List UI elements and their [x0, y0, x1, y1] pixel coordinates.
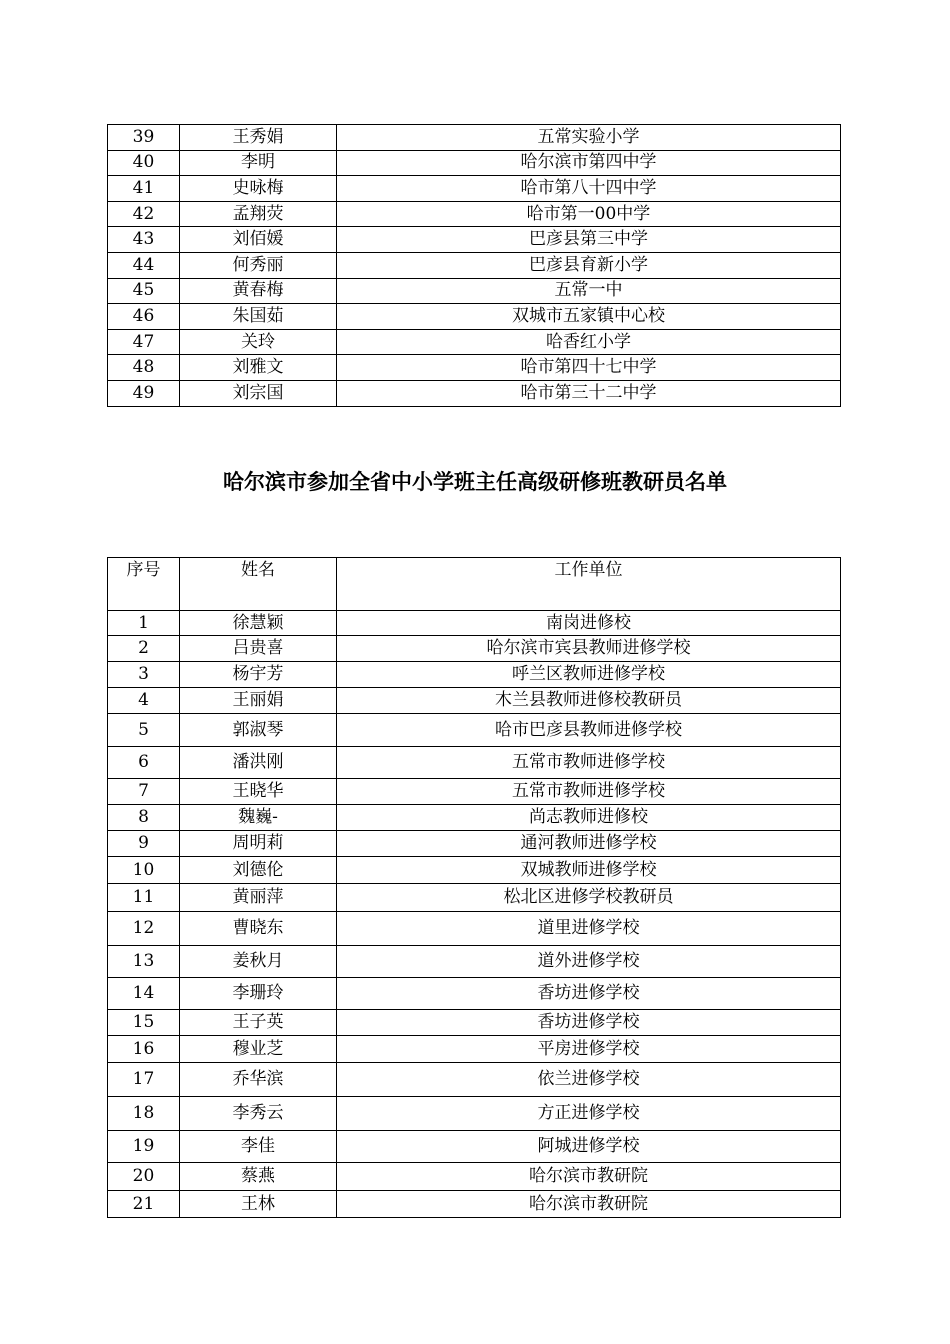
row-name-cell: 吕贵喜 [180, 636, 337, 662]
row-workplace-cell: 香坊进修学校 [337, 1010, 841, 1036]
table-row [108, 1010, 841, 1036]
section-title: 哈尔滨市参加全省中小学班主任高级研修班教研员名单 [223, 470, 727, 494]
row-index-cell: 41 [108, 176, 180, 202]
row-name-cell: 王晓华 [180, 779, 337, 805]
row-workplace-cell: 双城市五家镇中心校 [337, 304, 841, 330]
table-header-row [108, 558, 841, 611]
row-name-cell: 关玲 [180, 329, 337, 355]
row-index-cell: 46 [108, 304, 180, 330]
row-workplace-cell: 尚志教师进修校 [337, 805, 841, 831]
row-name-cell: 李明 [180, 150, 337, 176]
row-workplace-cell: 通河教师进修学校 [337, 831, 841, 857]
row-name-cell: 李佳 [180, 1131, 337, 1163]
row-workplace-cell: 哈市第四十七中学 [337, 355, 841, 381]
row-name-cell: 孟翔荧 [180, 201, 337, 227]
row-name-cell: 黄丽萍 [180, 884, 337, 912]
table-row [108, 714, 841, 747]
row-workplace-cell: 依兰进修学校 [337, 1063, 841, 1097]
row-name-cell: 穆业芝 [180, 1036, 337, 1063]
row-workplace-cell: 阿城进修学校 [337, 1131, 841, 1163]
row-name-cell: 史咏梅 [180, 176, 337, 202]
row-workplace-cell: 哈市第八十四中学 [337, 176, 841, 202]
row-workplace-cell: 五常市教师进修学校 [337, 779, 841, 805]
row-name-cell: 刘佰媛 [180, 227, 337, 253]
row-index-cell: 11 [108, 884, 180, 912]
row-index-cell: 16 [108, 1036, 180, 1063]
row-name-cell: 徐慧颖 [180, 611, 337, 636]
row-index-cell: 15 [108, 1010, 180, 1036]
row-index-cell: 8 [108, 805, 180, 831]
table-row [108, 946, 841, 978]
table-row [108, 227, 841, 253]
header-index: 序号 [108, 558, 180, 611]
table-row [108, 125, 841, 151]
table-row [108, 1191, 841, 1218]
row-workplace-cell: 哈尔滨市第四中学 [337, 150, 841, 176]
table-row [108, 978, 841, 1010]
row-index-cell: 12 [108, 912, 180, 946]
row-name-cell: 王丽娟 [180, 688, 337, 714]
row-workplace-cell: 哈市巴彦县教师进修学校 [337, 714, 841, 747]
row-index-cell: 44 [108, 252, 180, 278]
row-index-cell: 13 [108, 946, 180, 978]
row-name-cell: 乔华滨 [180, 1063, 337, 1097]
row-name-cell: 王林 [180, 1191, 337, 1218]
table-row [108, 1097, 841, 1131]
row-workplace-cell: 松北区进修学校教研员 [337, 884, 841, 912]
header-name: 姓名 [180, 558, 337, 611]
row-name-cell: 王秀娟 [180, 125, 337, 151]
row-workplace-cell: 道里进修学校 [337, 912, 841, 946]
row-workplace-cell: 平房进修学校 [337, 1036, 841, 1063]
row-name-cell: 刘宗国 [180, 380, 337, 406]
row-name-cell: 杨宇芳 [180, 662, 337, 688]
table-row [108, 201, 841, 227]
table-row [108, 252, 841, 278]
row-index-cell: 47 [108, 329, 180, 355]
row-name-cell: 潘洪刚 [180, 747, 337, 779]
table-row [108, 611, 841, 636]
row-workplace-cell: 方正进修学校 [337, 1097, 841, 1131]
row-workplace-cell: 双城教师进修学校 [337, 857, 841, 884]
row-workplace-cell: 巴彦县育新小学 [337, 252, 841, 278]
row-index-cell: 10 [108, 857, 180, 884]
table-row [108, 662, 841, 688]
row-index-cell: 21 [108, 1191, 180, 1218]
row-workplace-cell: 哈尔滨市教研院 [337, 1191, 841, 1218]
row-workplace-cell: 五常市教师进修学校 [337, 747, 841, 779]
row-index-cell: 18 [108, 1097, 180, 1131]
table-row [108, 805, 841, 831]
table-row [108, 380, 841, 406]
table-row [108, 150, 841, 176]
row-workplace-cell: 五常一中 [337, 278, 841, 304]
row-workplace-cell: 道外进修学校 [337, 946, 841, 978]
table-row [108, 278, 841, 304]
row-index-cell: 7 [108, 779, 180, 805]
row-index-cell: 1 [108, 611, 180, 636]
row-index-cell: 6 [108, 747, 180, 779]
table-row [108, 688, 841, 714]
table-row [108, 1036, 841, 1063]
table-row [108, 884, 841, 912]
table-row [108, 747, 841, 779]
table-row [108, 1063, 841, 1097]
row-workplace-cell: 南岗进修校 [337, 611, 841, 636]
row-name-cell: 李秀云 [180, 1097, 337, 1131]
row-name-cell: 蔡燕 [180, 1163, 337, 1191]
row-index-cell: 42 [108, 201, 180, 227]
researcher-roster-table [107, 557, 841, 1218]
row-name-cell: 郭淑琴 [180, 714, 337, 747]
row-name-cell: 李珊玲 [180, 978, 337, 1010]
row-name-cell: 何秀丽 [180, 252, 337, 278]
row-index-cell: 45 [108, 278, 180, 304]
table-row [108, 1131, 841, 1163]
row-workplace-cell: 香坊进修学校 [337, 978, 841, 1010]
row-workplace-cell: 木兰县教师进修校教研员 [337, 688, 841, 714]
row-index-cell: 17 [108, 1063, 180, 1097]
row-name-cell: 魏巍- [180, 805, 337, 831]
row-name-cell: 周明莉 [180, 831, 337, 857]
row-workplace-cell: 哈尔滨市教研院 [337, 1163, 841, 1191]
row-workplace-cell: 巴彦县第三中学 [337, 227, 841, 253]
row-name-cell: 刘雅文 [180, 355, 337, 381]
table-row [108, 329, 841, 355]
row-index-cell: 39 [108, 125, 180, 151]
row-index-cell: 2 [108, 636, 180, 662]
table-row [108, 304, 841, 330]
row-index-cell: 4 [108, 688, 180, 714]
row-index-cell: 9 [108, 831, 180, 857]
row-workplace-cell: 哈市第三十二中学 [337, 380, 841, 406]
row-index-cell: 14 [108, 978, 180, 1010]
row-name-cell: 曹晓东 [180, 912, 337, 946]
row-name-cell: 姜秋月 [180, 946, 337, 978]
top-roster-table [107, 124, 841, 407]
table-row [108, 857, 841, 884]
row-index-cell: 20 [108, 1163, 180, 1191]
table-row [108, 355, 841, 381]
row-index-cell: 49 [108, 380, 180, 406]
table-row [108, 831, 841, 857]
table-row [108, 176, 841, 202]
row-workplace-cell: 五常实验小学 [337, 125, 841, 151]
row-name-cell: 刘德伦 [180, 857, 337, 884]
table-row [108, 636, 841, 662]
row-index-cell: 48 [108, 355, 180, 381]
row-index-cell: 3 [108, 662, 180, 688]
table-row [108, 779, 841, 805]
row-index-cell: 40 [108, 150, 180, 176]
table-row [108, 1163, 841, 1191]
row-index-cell: 5 [108, 714, 180, 747]
row-name-cell: 黄春梅 [180, 278, 337, 304]
row-workplace-cell: 哈市第一00中学 [337, 201, 841, 227]
row-name-cell: 朱国茹 [180, 304, 337, 330]
row-workplace-cell: 呼兰区教师进修学校 [337, 662, 841, 688]
row-index-cell: 19 [108, 1131, 180, 1163]
row-name-cell: 王子英 [180, 1010, 337, 1036]
header-workplace: 工作单位 [337, 558, 841, 611]
row-workplace-cell: 哈香红小学 [337, 329, 841, 355]
row-index-cell: 43 [108, 227, 180, 253]
row-workplace-cell: 哈尔滨市宾县教师进修学校 [337, 636, 841, 662]
table-row [108, 912, 841, 946]
